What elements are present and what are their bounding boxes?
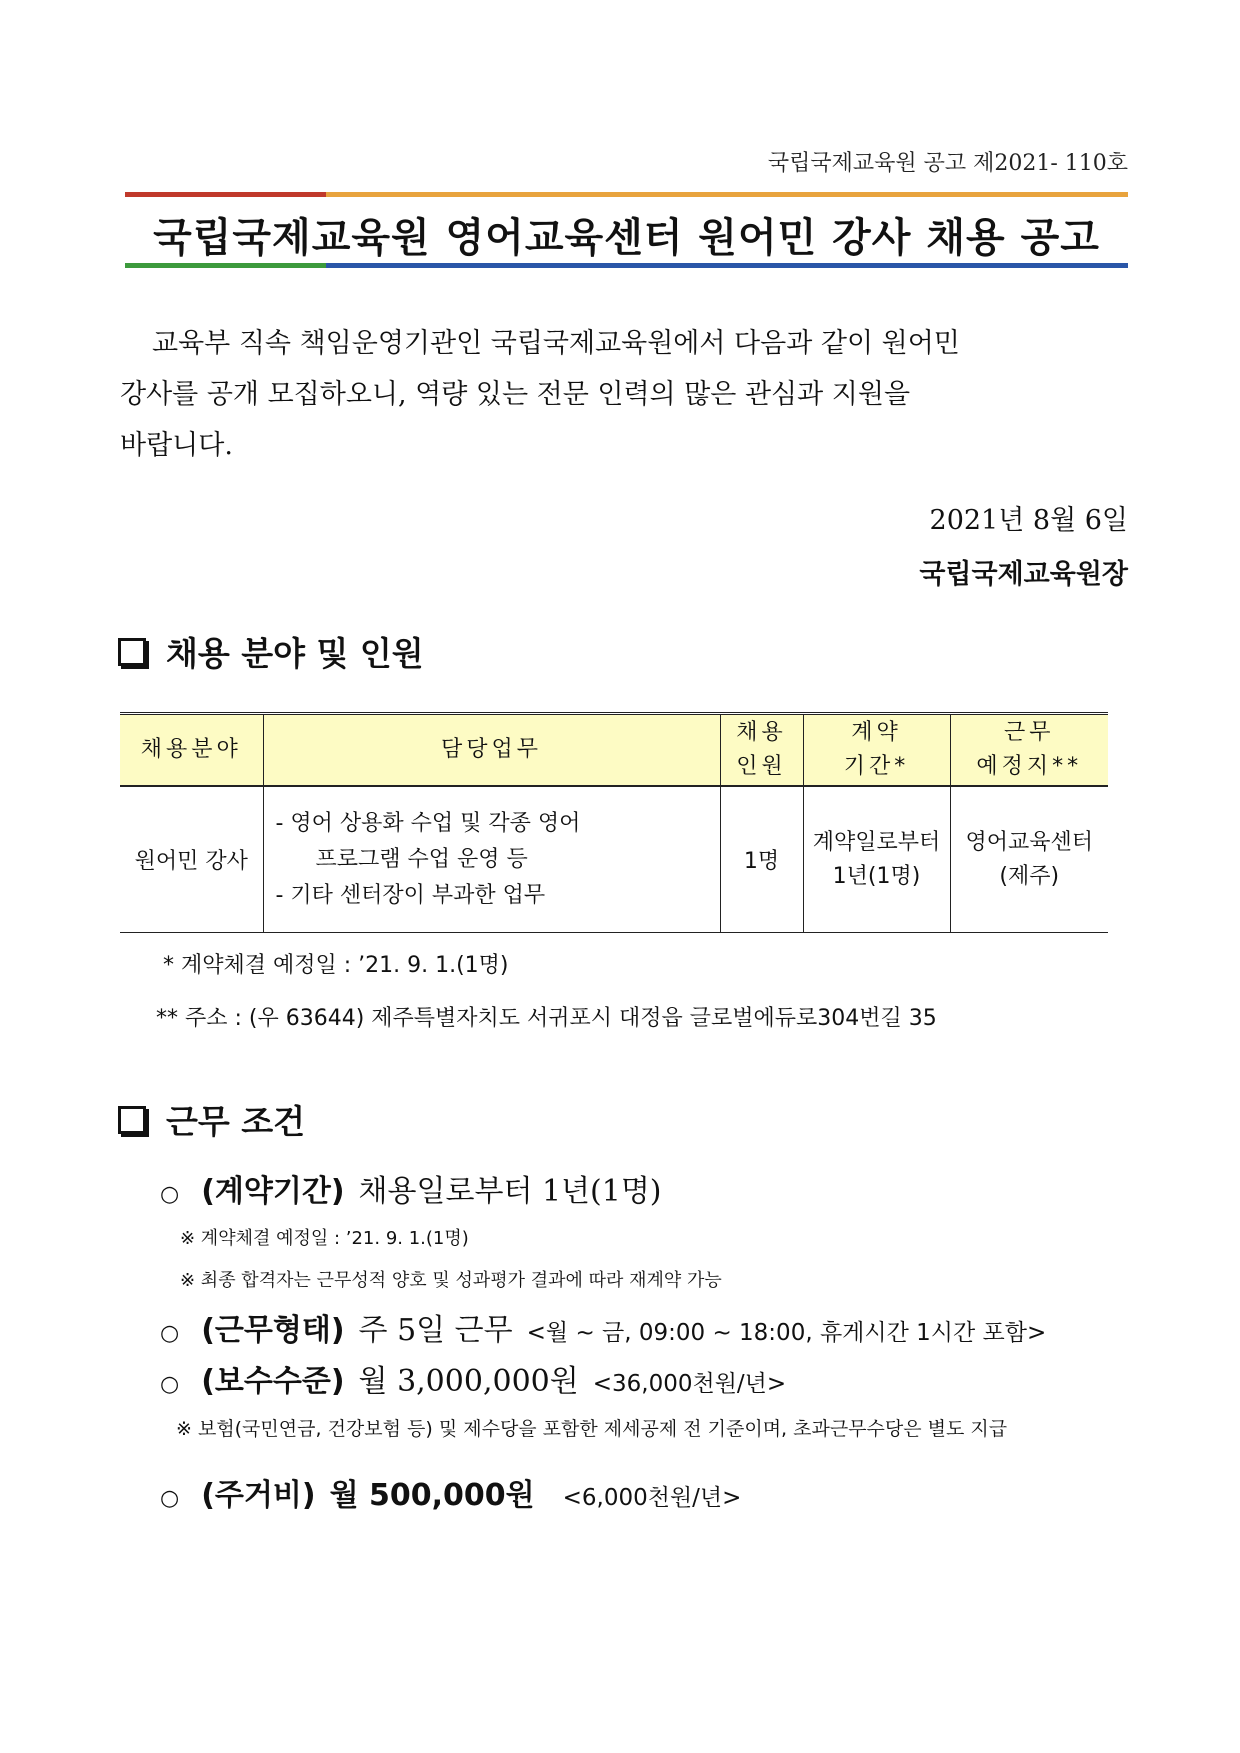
note-address: ** 주소 : (우 63644) 제주특별자치도 서귀포시 대정읍 글로벌에듀로304번길 35	[156, 1006, 937, 1031]
cell-field: 원어민 강사	[120, 786, 263, 933]
condition-label: (주거비)	[201, 1478, 316, 1513]
bullet-circle-icon: ○	[160, 1182, 180, 1207]
title-bar-top	[125, 192, 1128, 197]
signer: 국립국제교육원장	[919, 559, 1128, 590]
section-title: 근무 조건	[166, 1102, 306, 1141]
condition-value: 월 3,000,000원	[358, 1364, 579, 1399]
checkbox-square-icon	[118, 638, 146, 666]
condition-value: 월 500,000원	[329, 1478, 535, 1513]
condition-salary	[160, 1356, 786, 1400]
intro-line-2: 강사를 공개 모집하오니, 역량 있는 전문 인력의 많은 관심과 지원을	[120, 379, 911, 410]
announcement-date: 2021년 8월 6일	[929, 505, 1128, 536]
table-row	[120, 786, 1108, 933]
bullet-circle-icon: ○	[160, 1372, 180, 1397]
header-count: 채용 인원	[720, 714, 803, 787]
condition-work-type	[160, 1305, 1046, 1349]
page-title: 국립국제교육원 영어교육센터 원어민 강사 채용 공고	[153, 215, 1100, 261]
intro-line-1: 교육부 직속 책임운영기관인 국립국제교육원에서 다음과 같이 원어민	[152, 328, 960, 359]
condition-extra: <월 ~ 금, 09:00 ~ 18:00, 휴게시간 1시간 포함>	[526, 1320, 1047, 1346]
duty-line-3: - 기타 센터장이 부과한 업무	[275, 882, 546, 908]
cell-period: 계약일로부터 1년(1명)	[803, 786, 950, 933]
header-duty: 담당업무	[263, 714, 720, 787]
section-heading-conditions	[118, 1096, 305, 1143]
condition-label: (계약기간)	[201, 1174, 345, 1209]
condition-value: 채용일로부터 1년(1명)	[358, 1174, 662, 1209]
header-place: 근무 예정지**	[950, 714, 1108, 787]
condition-extra: <36,000천원/년>	[592, 1371, 787, 1397]
notice-number: 국립국제교육원 공고 제2021- 110호	[767, 151, 1128, 176]
sub-note: ※ 보험(국민연금, 건강보험 등) 및 제수당을 포함한 제세공제 전 기준이며, 초과근무수당은 별도 지급	[176, 1418, 1008, 1440]
checkbox-square-icon	[118, 1106, 146, 1134]
sub-note: ※ 계약체결 예정일 : ’21. 9. 1.(1명)	[180, 1228, 469, 1249]
header-field: 채용분야	[120, 714, 263, 787]
cell-duty	[263, 786, 720, 933]
header-period: 계약 기간*	[803, 714, 950, 787]
condition-label: (근무형태)	[201, 1313, 345, 1348]
note-contract-date: * 계약체결 예정일 : ’21. 9. 1.(1명)	[163, 953, 509, 978]
bullet-circle-icon: ○	[160, 1486, 180, 1511]
sub-note: ※ 최종 합격자는 근무성적 양호 및 성과평가 결과에 따라 재계약 가능	[180, 1270, 722, 1291]
recruitment-table	[120, 712, 1108, 933]
condition-value: 주 5일 근무	[358, 1313, 513, 1348]
condition-extra: <6,000천원/년>	[562, 1485, 742, 1511]
duty-line-1: - 영어 상용화 수업 및 각종 영어	[275, 810, 581, 836]
condition-housing	[160, 1470, 741, 1514]
condition-label: (보수수준)	[201, 1364, 345, 1399]
bullet-circle-icon: ○	[160, 1321, 180, 1346]
section-heading-recruitment	[118, 628, 424, 675]
condition-contract-period	[160, 1166, 662, 1210]
section-title: 채용 분야 및 인원	[166, 634, 424, 673]
table-header-row	[120, 714, 1108, 787]
title-banner	[125, 192, 1128, 268]
cell-place: 영어교육센터 (제주)	[950, 786, 1108, 933]
duty-line-2: 프로그램 수업 운영 등	[315, 846, 528, 872]
cell-count: 1명	[720, 786, 803, 933]
intro-line-3: 바랍니다.	[120, 430, 233, 461]
title-bar-bottom	[125, 263, 1128, 268]
intro-paragraph	[120, 318, 1130, 471]
